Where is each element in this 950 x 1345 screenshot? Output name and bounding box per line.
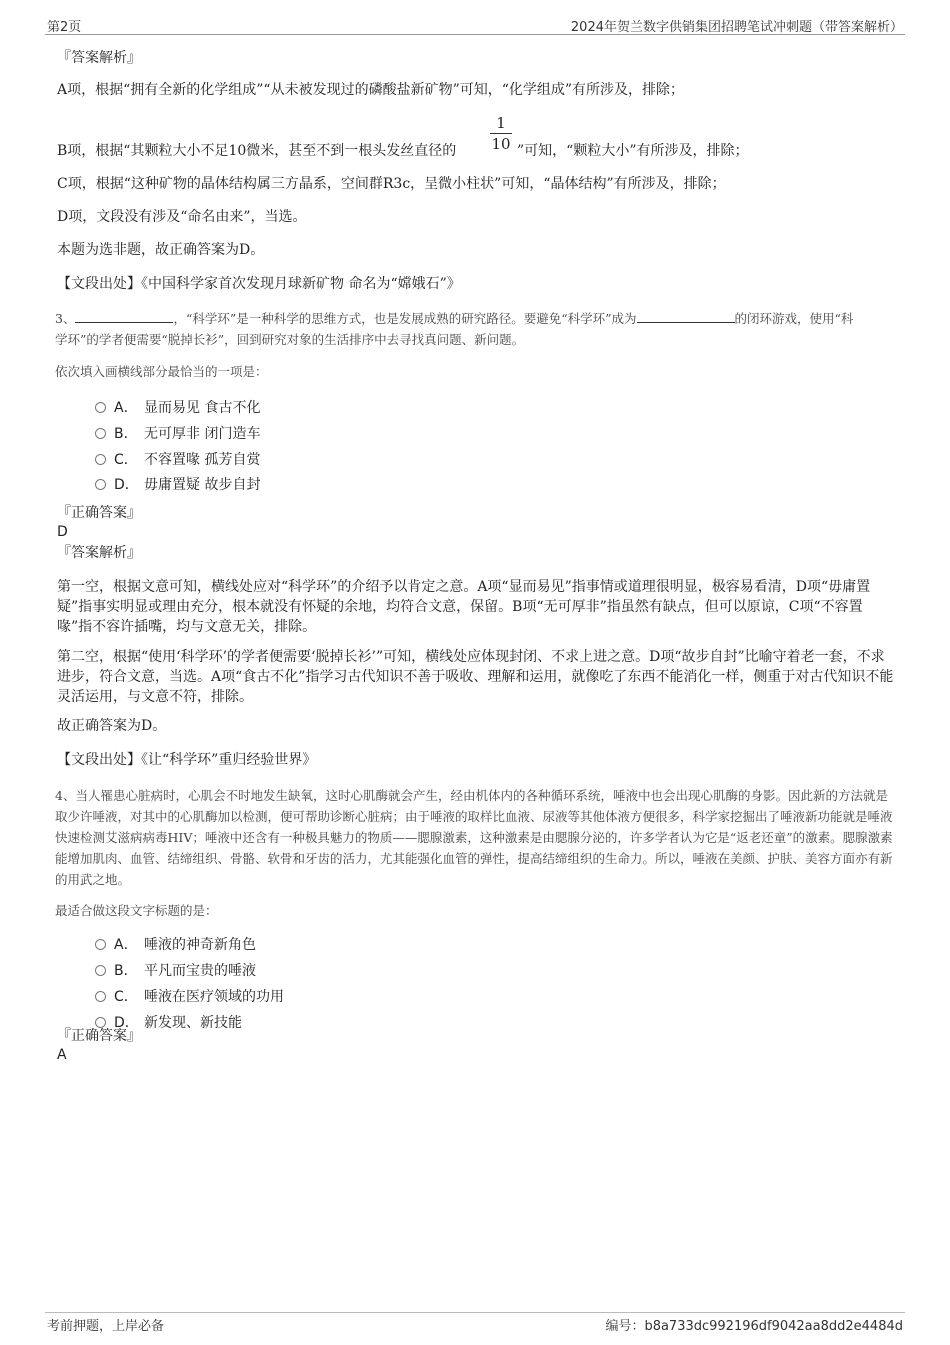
radio-icon[interactable]: [95, 402, 106, 413]
q2-analysis-c: C项，根据“这种矿物的晶体结构属三方晶系，空间群R3c，呈微小柱状”可知，“晶体结构”有所涉及，排除；: [57, 176, 726, 192]
q2-source: 【文段出处】《中国科学家首次发现月球新矿物 命名为“嫦娥石”》: [57, 276, 461, 292]
radio-icon[interactable]: [95, 939, 106, 950]
footer-doc-id: 编号：b8a733dc992196df9042aa8dd2e4484d: [605, 1319, 903, 1334]
radio-icon[interactable]: [95, 965, 106, 976]
radio-icon[interactable]: [95, 991, 106, 1002]
q3-option-c[interactable]: C． 不容置喙 孤芳自赏: [95, 450, 260, 470]
fraction-one-tenth: [490, 114, 512, 153]
q4-answer: A: [57, 1047, 67, 1063]
q3-conclusion: 故正确答案为D。: [57, 718, 167, 734]
q4-option-b[interactable]: B． 平凡而宝贵的唾液: [95, 961, 256, 981]
q2-analysis-d: D项，文段没有涉及“命名由来”，当选。: [57, 209, 307, 225]
blank-2: [637, 308, 735, 323]
q3-analysis-para2: 第二空，根据“使用‘科学环’的学者便需要‘脱掉长衫’”可知，横线处应体现封闭、不求上进之意。D项“故步自封”比喻守着老一套，不求进步，符合文意，当选。A项“食古不化”指学习古代知识不善于吸收、理解和运用，就像吃了东西不能消化一样，侧重于对古代知识不能灵活运用，与文意不符，排除。: [57, 649, 894, 705]
q2-analysis-label: 『答案解析』: [57, 50, 141, 66]
q3-answer: D: [57, 524, 68, 540]
q3-source: 【文段出处】《让“科学环”重归经验世界》: [57, 752, 317, 768]
q3-analysis-label: 『答案解析』: [57, 545, 141, 561]
q3-stem-end: 的闭环游戏，使用“科: [734, 311, 854, 326]
q2-analysis-b-pre: B项，根据“其颗粒大小不足10微米，甚至不到一根头发丝直径的: [57, 143, 457, 159]
q4-stem: 4、当人罹患心脏病时，心肌会不时地发生缺氧，这时心肌酶就会产生，经由机体内的各种循环系统，唾液中也会出现心肌酶的身影。因此新的方法就是取少许唾液，对其中的心肌酶加以检测，便可帮助诊断心脏病；由于唾液的取样比血液、尿液等其他体液方便很多，科学家挖掘出了唾液新功能就是唾液快速检测艾滋病病毒HIV；唾液中还含有一种极具魅力的物质——腮腺激素，这种激素是由腮腺分泌的，许多学者认为它是“返老还童”的激素。腮腺激素能增加肌肉、血管、结缔组织、骨骼、软骨和牙齿的活力，尤其能强化血管的弹性，提高结缔组织的生命力。所以，唾液在美颜、护肤、美容方面亦有新的用武之地。: [55, 788, 893, 887]
radio-icon[interactable]: [95, 454, 106, 465]
q2-analysis-b-post: ”可知，“颗粒大小”有所涉及，排除；: [517, 143, 749, 159]
fraction-numerator: 1: [496, 114, 506, 132]
blank-1: [75, 308, 173, 323]
q2-analysis-a: A项，根据“拥有全新的化学组成”“从未被发现过的磷酸盐新矿物”可知，“化学组成”有所涉及，排除；: [57, 82, 685, 98]
q3-stem: [55, 308, 895, 350]
document-title: 2024年贺兰数字供销集团招聘笔试冲刺题（带答案解析）: [570, 20, 903, 35]
q4-option-d[interactable]: D． 新发现、新技能: [95, 1013, 242, 1033]
q3-number: 3、: [55, 311, 76, 326]
q3-stem-line2: 学环”的学者便需要“脱掉长衫”，回到研究对象的生活排序中去寻找真问题、新问题。: [55, 332, 525, 347]
q4-option-a[interactable]: A． 唾液的神奇新角色: [95, 935, 256, 955]
fraction-denominator: 10: [491, 135, 511, 153]
q4-option-c[interactable]: C． 唾液在医疗领域的功用: [95, 987, 284, 1007]
q3-stem-mid: ，“科学环”是一种科学的思维方式，也是发展成熟的研究路径。要避免“科学环”成为: [173, 311, 637, 326]
footer-slogan: 考前押题，上岸必备: [47, 1319, 165, 1334]
q3-analysis-para1: 第一空，根据文意可知，横线处应对“科学环”的介绍予以肯定之意。A项“显而易见”指事情或道理很明显，极容易看清，D项“毋庸置疑”指事实明显或理由充分，根本就没有怀疑的余地，均符合文意，保留。B项“无可厚非”指虽然有缺点，但可以原谅，C项“不容置喙”指不容许插嘴，均与文意无关，排除。: [57, 579, 871, 635]
q4-answer-label: 『正确答案』: [57, 1028, 141, 1044]
page-number: 第2页: [47, 20, 82, 35]
q3-option-b[interactable]: B． 无可厚非 闭门造车: [95, 424, 260, 444]
q3-option-d[interactable]: D． 毋庸置疑 故步自封: [95, 475, 260, 495]
radio-icon[interactable]: [95, 428, 106, 439]
page-header: [45, 14, 905, 35]
q4-prompt: 最适合做这段文字标题的是：: [55, 903, 218, 918]
radio-icon[interactable]: [95, 479, 106, 490]
page-footer: [45, 1312, 905, 1335]
q3-answer-label: 『正确答案』: [57, 505, 141, 521]
q3-option-a[interactable]: A． 显而易见 食古不化: [95, 398, 260, 418]
q3-prompt: 依次填入画横线部分最恰当的一项是：: [55, 364, 268, 379]
q2-conclusion: 本题为选非题，故正确答案为D。: [57, 242, 265, 258]
